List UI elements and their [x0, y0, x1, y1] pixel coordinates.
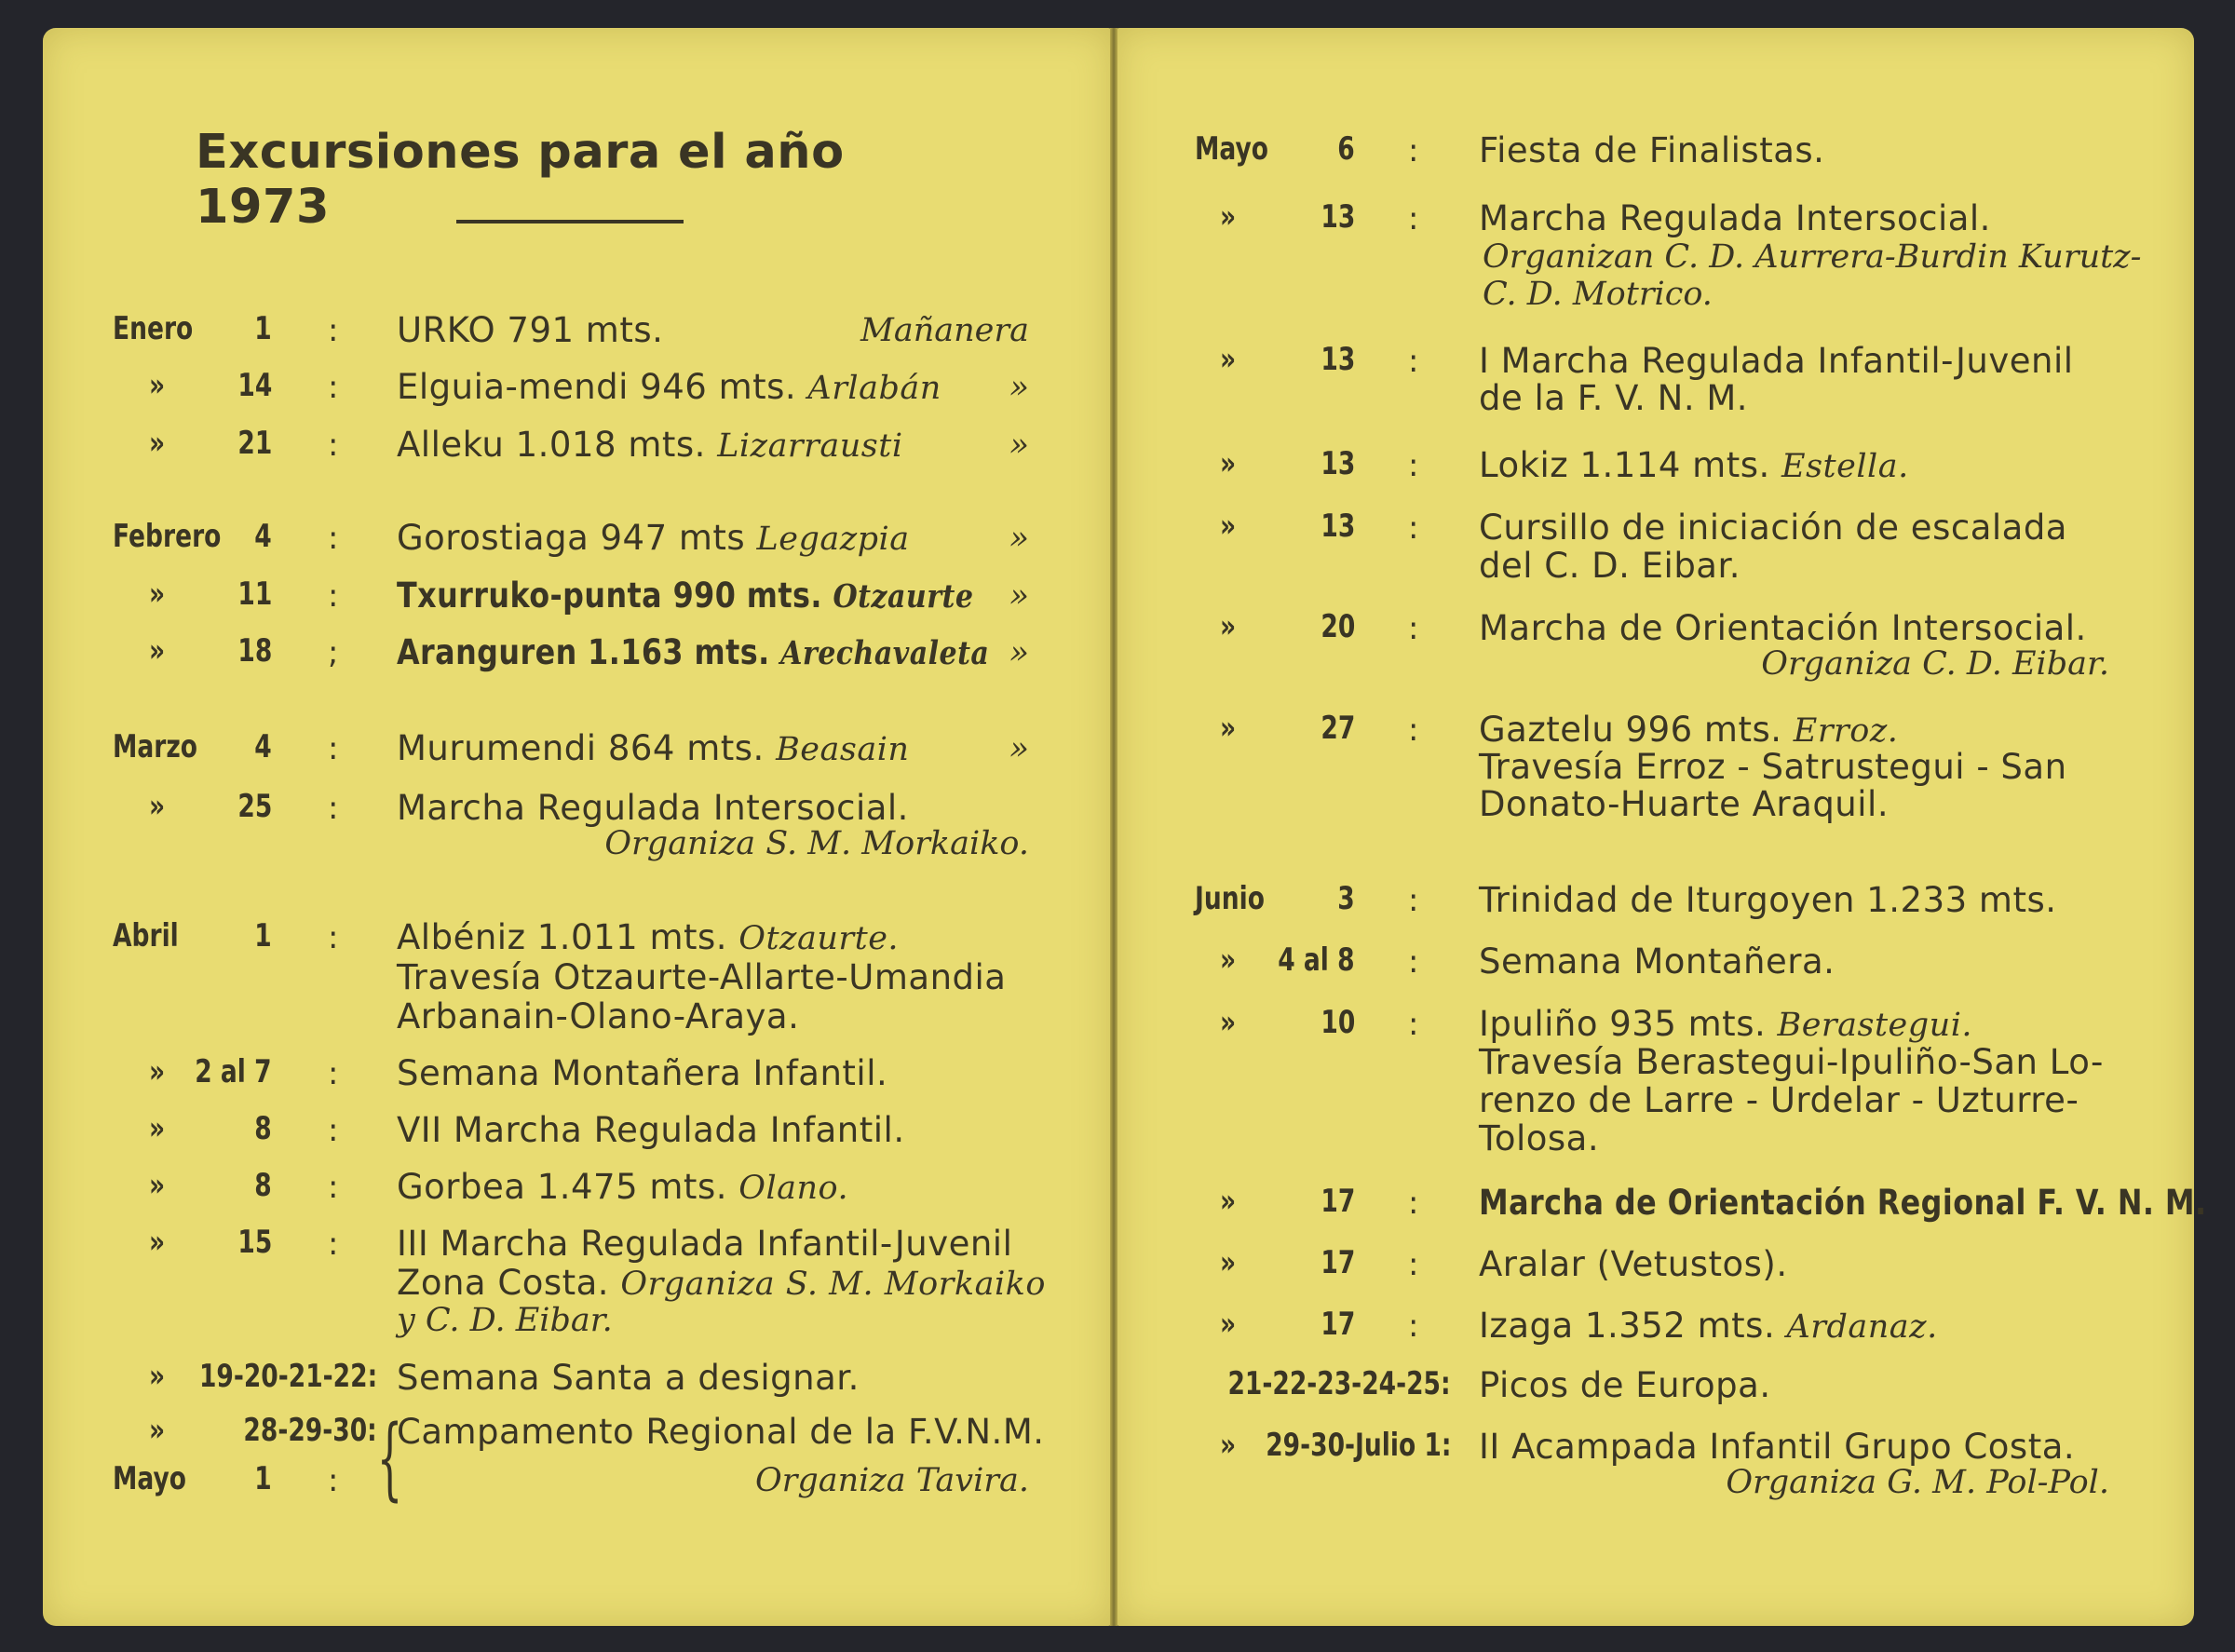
description-text: Zona Costa.	[397, 1263, 610, 1303]
left-row-title	[397, 1224, 1012, 1264]
right-row-title	[1479, 1244, 1788, 1284]
left-row-colon: :	[328, 1055, 339, 1092]
left-row-day: 19-20-21-22:	[198, 1358, 377, 1395]
right-row-title	[1479, 130, 1824, 170]
right-row-title	[1479, 941, 1835, 982]
description-line: Travesía Berastegui-Ipuliño-San Lo-	[1479, 1042, 2104, 1082]
left-row-colon: :	[328, 427, 339, 464]
right-row-place: Estella.	[1781, 448, 1909, 485]
right-row-month: »	[1220, 508, 1237, 545]
left-row-note: Mañanera	[860, 312, 1029, 349]
organizer-note: Organiza C. D. Eibar.	[1761, 645, 2109, 683]
right-row-colon: :	[1408, 447, 1419, 484]
left-row-note: »	[1009, 730, 1029, 767]
left-row-note: »	[1009, 427, 1029, 464]
right-row-colon: :	[1408, 1185, 1419, 1222]
left-row-day: 21	[237, 425, 272, 462]
left-row-month: Febrero	[113, 518, 222, 555]
left-row-month: »	[149, 1412, 166, 1449]
organizer-note: Organiza Tavira.	[754, 1462, 1029, 1499]
left-row-title	[397, 632, 989, 672]
right-row-month: »	[1220, 608, 1237, 645]
left-row-day: 8	[254, 1110, 272, 1147]
right-row-title-text: Semana Montañera.	[1479, 941, 1835, 982]
left-row-day: 15	[237, 1224, 272, 1261]
right-row-colon: :	[1408, 509, 1419, 547]
left-row-note: »	[1009, 634, 1029, 671]
left-row-colon: :	[328, 1462, 339, 1499]
left-row-title	[397, 310, 663, 350]
left-row-title-text: Alleku 1.018 mts.	[397, 425, 706, 465]
right-row-title-text: Aralar (Vetustos).	[1479, 1244, 1788, 1284]
left-row-month: »	[149, 1167, 166, 1204]
left-row-title	[397, 425, 903, 465]
right-row-day: 17	[1321, 1183, 1355, 1220]
description-line: Arbanain-Olano-Araya.	[397, 996, 800, 1036]
left-row-note: »	[1009, 577, 1029, 615]
left-row-month: Marzo	[113, 728, 198, 765]
description-line: renzo de Larre - Urdelar - Uzturre-	[1479, 1080, 2079, 1120]
right-row-day: 20	[1321, 608, 1355, 645]
left-row-title-text: Campamento Regional de la F.V.N.M.	[397, 1412, 1045, 1452]
left-row-title-text: Gorbea 1.475 mts.	[397, 1167, 727, 1207]
left-row-place: Legazpia	[756, 521, 910, 558]
right-row-month: Junio	[1195, 880, 1265, 917]
left-row-month: Mayo	[113, 1460, 186, 1497]
organizer-note: Organizan C. D. Aurrera-Burdin Kurutz-	[1483, 238, 2142, 276]
left-row-place: Arlabán	[807, 370, 941, 407]
right-row-day: 21-22-23-24-25:	[1227, 1365, 1451, 1402]
right-row-title	[1479, 198, 1991, 238]
left-row-note: »	[1009, 520, 1029, 557]
description-line: Travesía Erroz - Satrustegui - San	[1479, 747, 2067, 787]
right-row-title	[1479, 880, 2057, 920]
title-underline	[456, 220, 684, 223]
right-row-title-text: II Acampada Infantil Grupo Costa.	[1479, 1427, 2076, 1467]
right-row-colon: :	[1408, 711, 1419, 749]
right-row-month: »	[1220, 1244, 1237, 1281]
right-row-colon: :	[1408, 1246, 1419, 1283]
left-row-day: 14	[237, 367, 272, 404]
right-row-place: Erroz.	[1793, 712, 1899, 750]
organizer-note: Organiza G. M. Pol-Pol.	[1726, 1464, 2109, 1501]
left-row-place: Lizarrausti	[717, 427, 903, 465]
left-row-place: Arechavaleta	[780, 634, 990, 672]
description-line: Donato-Huarte Araquil.	[1479, 784, 1890, 824]
organizer-note: Organiza S. M. Morkaiko	[620, 1266, 1046, 1303]
left-row-month: »	[149, 788, 166, 825]
description-line	[397, 1263, 1046, 1303]
left-row-month: »	[149, 367, 166, 404]
right-row-title-text: Trinidad de Iturgoyen 1.233 mts.	[1479, 880, 2057, 920]
left-row-title-text: Semana Santa a designar.	[397, 1358, 860, 1398]
left-row-title-text: III Marcha Regulada Infantil-Juvenil	[397, 1224, 1013, 1264]
left-row-place: Olano.	[738, 1170, 849, 1207]
right-row-title-text: Marcha de Orientación Regional F. V. N. M.	[1479, 1183, 2207, 1223]
right-row-day: 27	[1321, 710, 1355, 747]
left-row-title-text: Aranguren 1.163 mts.	[397, 632, 770, 672]
right-row-day: 13	[1321, 508, 1355, 545]
left-row-title	[397, 518, 910, 558]
right-row-day: 17	[1321, 1244, 1355, 1281]
right-row-month: »	[1220, 198, 1237, 236]
right-row-day: 17	[1321, 1306, 1355, 1343]
description-line: de la F. V. N. M.	[1479, 378, 1749, 418]
left-row-title	[397, 1358, 860, 1398]
right-row-title	[1479, 1004, 1972, 1044]
left-row-day: 1	[254, 917, 272, 955]
left-row-title-text: Marcha Regulada Intersocial.	[397, 788, 909, 828]
right-row-day: 13	[1321, 445, 1355, 482]
left-row-title	[397, 1167, 848, 1207]
left-row-colon: :	[328, 577, 339, 615]
left-row-day: 1	[254, 310, 272, 347]
right-row-colon: :	[1408, 1006, 1419, 1043]
right-row-day: 3	[1337, 880, 1355, 917]
right-row-colon: :	[1408, 610, 1419, 647]
right-row-month: »	[1220, 710, 1237, 747]
right-row-day: 29-30-Julio 1:	[1265, 1427, 1451, 1464]
left-row-day: 25	[237, 788, 272, 825]
left-row-title-text: Semana Montañera Infantil.	[397, 1053, 888, 1093]
right-row-month: »	[1220, 1004, 1237, 1041]
right-row-month: »	[1220, 941, 1237, 979]
right-row-place: Ardanaz.	[1786, 1308, 1938, 1346]
booklet-gutter	[1110, 28, 1118, 1626]
description-line: Tolosa.	[1479, 1118, 1600, 1158]
left-row-day: 18	[237, 632, 272, 670]
left-row-day: 4	[254, 728, 272, 765]
left-row-title-text: VII Marcha Regulada Infantil.	[397, 1110, 905, 1150]
left-row-title-text: Albéniz 1.011 mts.	[397, 917, 728, 957]
left-row-colon: :	[328, 730, 339, 767]
left-row-colon: :	[328, 790, 339, 827]
left-row-day: 2 al 7	[195, 1053, 272, 1090]
right-row-day: 6	[1337, 130, 1355, 168]
left-row-month: Abril	[113, 917, 179, 955]
right-row-colon: :	[1408, 343, 1419, 380]
left-row-title	[397, 728, 909, 768]
left-row-day: 1	[254, 1460, 272, 1497]
left-row-title	[397, 1053, 887, 1093]
right-row-title	[1479, 445, 1909, 485]
left-row-title-text: URKO 791 mts.	[397, 310, 664, 350]
right-row-title-text: Lokiz 1.114 mts.	[1479, 445, 1770, 485]
left-row-colon: :	[328, 919, 339, 956]
right-row-colon: :	[1408, 200, 1419, 237]
description-line: Travesía Otzaurte-Allarte-Umandia	[397, 957, 1007, 997]
right-row-title-text: Gaztelu 996 mts.	[1479, 710, 1782, 750]
left-row-title-text: Murumendi 864 mts.	[397, 728, 765, 768]
right-row-title-text: Cursillo de iniciación de escalada	[1479, 508, 2067, 548]
left-row-month: »	[149, 632, 166, 670]
right-row-month: Mayo	[1195, 130, 1268, 168]
left-row-colon: ;	[328, 634, 339, 671]
right-row-month: »	[1220, 445, 1237, 482]
right-row-day: 10	[1321, 1004, 1355, 1041]
left-row-place: Otzaurte	[833, 577, 974, 616]
right-row-title-text: I Marcha Regulada Infantil-Juvenil	[1479, 341, 2074, 381]
left-row-colon: :	[328, 1225, 339, 1263]
right-row-title-text: Marcha Regulada Intersocial.	[1479, 198, 1991, 238]
left-row-title-text: Gorostiaga 947 mts	[397, 518, 746, 558]
left-row-title-text: Elguia-mendi 946 mts.	[397, 367, 797, 407]
right-row-title	[1479, 341, 2074, 381]
right-row-colon: :	[1408, 882, 1419, 919]
right-row-title	[1479, 1365, 1771, 1405]
left-row-colon: :	[328, 520, 339, 557]
right-row-place: Berastegui.	[1777, 1007, 1973, 1044]
left-row-title	[397, 788, 909, 828]
organizer-note: y C. D. Eibar.	[397, 1302, 613, 1339]
right-row-month: »	[1220, 341, 1237, 378]
organizer-note: Organiza S. M. Morkaiko.	[604, 825, 1029, 862]
left-row-day: 4	[254, 518, 272, 555]
right-row-title-text: Marcha de Orientación Intersocial.	[1479, 608, 2087, 648]
right-row-title	[1479, 710, 1898, 750]
right-row-title-text: Izaga 1.352 mts.	[1479, 1306, 1776, 1346]
right-row-month: »	[1220, 1306, 1237, 1343]
right-row-colon: :	[1408, 132, 1419, 169]
left-row-day: 11	[237, 575, 272, 613]
left-row-month: »	[149, 1053, 166, 1090]
left-row-month: »	[149, 575, 166, 613]
left-row-month: »	[149, 1110, 166, 1147]
left-row-title	[397, 367, 941, 407]
right-row-title-text: Ipuliño 935 mts.	[1479, 1004, 1767, 1044]
left-row-day: 28-29-30:	[243, 1412, 377, 1449]
right-row-title-text: Picos de Europa.	[1479, 1365, 1771, 1405]
right-row-day: 13	[1321, 341, 1355, 378]
left-row-day: 8	[254, 1167, 272, 1204]
left-row-title	[397, 917, 899, 957]
right-row-colon: :	[1408, 1307, 1419, 1345]
page-title: Excursiones para el año 1973	[196, 125, 845, 235]
left-row-note: »	[1009, 369, 1029, 406]
left-row-colon: :	[328, 1112, 339, 1149]
right-row-title	[1479, 1427, 2075, 1467]
left-row-place: Otzaurte.	[738, 920, 900, 957]
description-line: del C. D. Eibar.	[1479, 546, 1741, 586]
left-row-month: »	[149, 425, 166, 462]
bracket-symbol: {	[376, 1406, 403, 1510]
right-row-title	[1479, 508, 2067, 548]
left-row-title	[397, 1412, 1045, 1452]
right-row-day: 4 al 8	[1278, 941, 1355, 979]
left-row-place: Beasain	[776, 731, 910, 768]
organizer-note: C. D. Motrico.	[1483, 276, 1713, 313]
left-row-month: »	[149, 1358, 166, 1395]
left-row-colon: :	[328, 1169, 339, 1206]
right-row-colon: :	[1408, 943, 1419, 981]
left-row-title	[397, 1110, 905, 1150]
left-row-title-text: Txurruko-punta 990 mts.	[397, 575, 822, 616]
right-row-title	[1479, 608, 2087, 648]
right-row-month: »	[1220, 1183, 1237, 1220]
left-row-month: Enero	[113, 310, 194, 347]
left-row-colon: :	[328, 369, 339, 406]
right-row-title-text: Fiesta de Finalistas.	[1479, 130, 1825, 170]
right-row-title	[1479, 1183, 2207, 1223]
right-row-title	[1479, 1306, 1938, 1346]
right-row-day: 13	[1321, 198, 1355, 236]
left-row-month: »	[149, 1224, 166, 1261]
left-row-title	[397, 575, 973, 616]
left-row-colon: :	[328, 312, 339, 349]
right-row-month: »	[1220, 1427, 1237, 1464]
